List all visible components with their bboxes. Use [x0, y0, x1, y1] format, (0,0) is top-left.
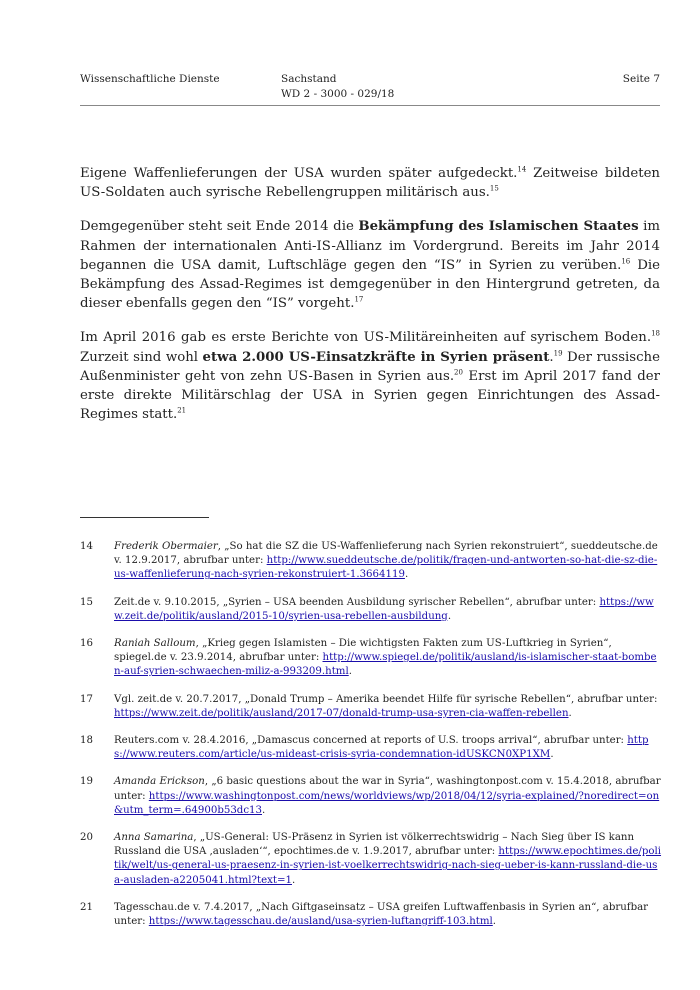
footnote-number: 19 — [80, 776, 93, 788]
footnote-link[interactable]: https://www.tagesschau.de/ausland/usa-syrien-luftangriff-103.html — [148, 916, 493, 928]
footnote: 16 Raniah Salloum, „Krieg gegen Islamisten – Die wichtigsten Fakten zum US-Luftkrieg in Syrien“, spiegel.de v. 23.9.2014, abrufbar unter: http://www.spiegel.de/politik/ausland/is-islamischer-staat-bomben-auf-syrien-schwaechen-miliz-a-993209.html. — [80, 638, 657, 678]
footnote: 17 Vgl. zeit.de v. 20.7.2017, „Donald Trump – Amerika beendet Hilfe für syrische Rebellen“, abrufbar unter: https://www.zeit.de/politik/ausland/2017-07/donald-trump-usa-syren-cia-waffen-rebellen. — [80, 693, 658, 719]
footnote-ref[interactable]: 18 — [651, 330, 660, 338]
footnote-number: 16 — [80, 638, 93, 650]
footnote-number: 20 — [80, 832, 93, 844]
footnote-ref[interactable]: 20 — [454, 368, 463, 377]
footnote-link[interactable]: https://www.reuters.com/article/us-mideast-crisis-syria-condemnation-idUSKCN0XP1XM — [114, 735, 649, 761]
footnote-separator — [80, 517, 209, 518]
footnote-ref[interactable]: 14 — [517, 165, 527, 174]
header-doc-info — [281, 72, 394, 102]
footnote-author: Frederik Obermaier — [114, 541, 218, 552]
footnote-link[interactable]: https://www.zeit.de/politik/ausland/2015-10/syrien-usa-rebellen-ausbildung — [114, 596, 654, 622]
header-doc-number: WD 2 - 3000 - 029/18 — [281, 88, 395, 100]
footnote-number: 14 — [80, 541, 93, 552]
footnote-number: 18 — [80, 735, 93, 747]
footnote: 19 Amanda Erickson, „6 basic questions about the war in Syria“, washingtonpost.com v. 15.4.2018, abrufbar unter: https://www.washingtonpost.com/news/worldviews/wp/2018/04/12/syria-explained/?noredirect=on&utm_term=.64900b53dc13. — [80, 776, 661, 816]
bold-phrase: Bekämpfung des Islamischen Staates — [358, 219, 639, 235]
footnote-ref[interactable]: 16 — [621, 257, 631, 266]
paragraph-3: Im April 2016 gab es erste Berichte von US-Militäreinheiten auf syrischem Boden.$^{18}$ Zurzeit sind wohl etwa 2.000 US-Einsatzkräfte in Syrien präsent.$^{19}$ Der russische Außenminister geht von zehn US-Basen in Syrien aus.$^{20}$ Erst im April 2017 fand der erste direkte Militärschlag der USA in Syrien gegen Einrichtungen des Assad-Regimes statt.$^{21}$ — [80, 330, 660, 423]
paragraph-2: Demgegenüber steht seit Ende 2014 die Bekämpfung des Islamischen Staates im Rahmen der internationalen Anti-IS-Allianz im Vordergrund. Bereits im Jahr 2014 begannen die USA damit, Luftschläge gegen den “IS” in Syrien zu verüben.$^{16}$ Die Bekämpfung des Assad-Regimes ist demgegenüber in den Hintergrund getreten, da dieser ebenfalls gegen den “IS” vorgeht.$^{17}$ — [80, 219, 661, 312]
footnote: 14 Frederik Obermaier, „So hat die SZ die US-Waffenlieferung nach Syrien rekonstruiert“, sueddeutsche.de v. 12.9.2017, abrufbar unter: http://www.sueddeutsche.de/politik/fragen-und-antworten-so-hat-die-sz-die-us-waffenlieferung-nach-syrien-rekonstruiert-1.3664119. — [80, 541, 658, 581]
bold-phrase: etwa 2.000 US-Einsatzkräfte in Syrien präsent — [202, 349, 550, 365]
header-doc-type: Sachstand — [281, 73, 337, 85]
footnote-link[interactable]: https://www.zeit.de/politik/ausland/2017-07/donald-trump-usa-syren-cia-waffen-rebellen — [114, 707, 569, 719]
footnote-link[interactable]: http://www.sueddeutsche.de/politik/fragen-und-antworten-so-hat-die-sz-die-us-waffenlieferung-nach-syrien-rekonstruiert-1.3664119 — [114, 555, 658, 581]
header-page-number: Seite 7 — [622, 73, 660, 85]
footnote: 18 Reuters.com v. 28.4.2016, „Damascus concerned at reports of U.S. troops arrival“, abrufbar unter: https://www.reuters.com/article/us-mideast-crisis-syria-condemnation-idUSKCN0XP1XM. — [80, 735, 649, 761]
footnote-author: Raniah Salloum — [114, 638, 196, 650]
footnote: 21 Tagesschau.de v. 7.4.2017, „Nach Giftgaseinsatz – USA greifen Luftwaffenbasis in Syrien an“, abrufbar unter: https://www.tagesschau.de/ausland/usa-syrien-luftangriff-103.html. — [80, 901, 649, 928]
paragraph-1: Eigene Waffenlieferungen der USA wurden später aufgedeckt.$^{14}$ Zeitweise bildeten US-Soldaten auch syrische Rebellengruppen militärisch aus.$^{15}$ — [80, 165, 661, 201]
footnote-ref[interactable]: 17 — [354, 295, 364, 304]
footnotes — [80, 540, 662, 942]
footnote-ref[interactable]: 21 — [177, 406, 187, 415]
footnote: 15 Zeit.de v. 9.10.2015, „Syrien – USA beenden Ausbildung syrischer Rebellen“, abrufbar unter: https://www.zeit.de/politik/ausland/2015-10/syrien-usa-rebellen-ausbildung. — [80, 596, 654, 622]
footnote-ref[interactable]: 15 — [489, 184, 499, 193]
footnote-number: 17 — [80, 693, 93, 705]
footnote-author: Amanda Erickson — [114, 776, 205, 788]
footnote: 20 Anna Samarina, „US-General: US-Präsenz in Syrien ist völkerrechtswidrig – Nach Sieg über IS kann Russland die USA ‚ausladen‘“, epochtimes.de v. 1.9.2017, abrufbar unter: https://www.epochtimes.de/politik/welt/us-general-us-praesenz-in-syrien-ist-voelkerrechtswidrig-nach-sieg-ueber-is-kann-russland-die-usa-ausladen-a2205041.html?text=1. — [80, 832, 662, 886]
footnote-link[interactable]: https://www.washingtonpost.com/news/worldviews/wp/2018/04/12/syria-explained/?noredirect=on&utm_term=.64900b53dc13 — [114, 790, 660, 816]
footnote-link[interactable]: https://www.epochtimes.de/politik/welt/us-general-us-praesenz-in-syrien-ist-voelkerrechtswidrig-nach-sieg-ueber-is-kann-russland-die-usa-ausladen-a2205041.html?text=1 — [114, 846, 662, 886]
footnote-author: Anna Samarina — [114, 832, 194, 844]
header-institution: Wissenschaftliche Dienste — [80, 73, 220, 85]
footnote-number: 21 — [80, 901, 93, 913]
main-text — [80, 164, 660, 439]
footnote-ref[interactable]: 19 — [553, 349, 563, 358]
footnote-link[interactable]: http://www.spiegel.de/politik/ausland/is-islamischer-staat-bomben-auf-syrien-schwaechen-miliz-a-993209.html — [114, 652, 657, 678]
header-rule — [80, 105, 660, 106]
footnote-number: 15 — [80, 596, 93, 608]
